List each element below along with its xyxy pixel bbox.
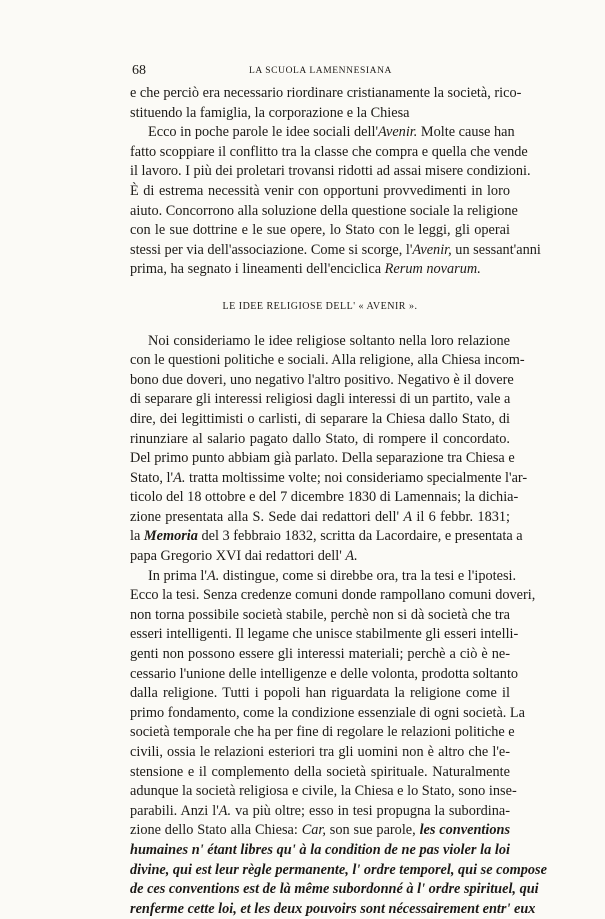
- text-line: Noi consideriamo le idee religiose soltanto nella loro relazione: [148, 332, 510, 349]
- text-line: zione presentata alla S. Sede dai redattori dell' A il 6 febbr. 1831;: [130, 508, 510, 525]
- text-line: con le sue dottrine e le sue opere, lo Stato con le leggi, gli operai: [130, 222, 510, 239]
- text-line: il lavoro. I più dei proletari trovansi ridotti ad assai misere condizioni.: [130, 163, 531, 180]
- text-line: rinunziare al salario pagato dallo Stato, di rompere il concordato.: [130, 430, 510, 447]
- text-line: ticolo del 18 ottobre e del 7 dicembre 1830 di Lamennais; la dichia-: [130, 489, 519, 506]
- text-line: dire, dei legittimisti o carlisti, di separare la Chiesa dallo Stato, di: [130, 410, 510, 427]
- text-line: adunque la società religiosa e civile, la Chiesa e lo Stato, sono inse-: [130, 783, 517, 800]
- text-line: stituendo la famiglia, la corporazione e la Chiesa: [130, 104, 410, 121]
- text-line: aiuto. Concorrono alla soluzione della questione sociale la religione: [130, 202, 518, 219]
- journal-title: Avenir.: [378, 124, 418, 141]
- text-line: esseri intelligenti. Il legame che unisce stabilmente gli esseri intelli-: [130, 626, 519, 643]
- text-line: società temporale che ha per fine di regolare le relazioni politiche e: [130, 724, 515, 741]
- text-line: Del primo punto abbiam già parlato. Della separazione tra Chiesa e: [130, 450, 515, 467]
- text-line: Ecco in poche parole le idee sociali dell'Avenir. Molte cause han: [148, 124, 515, 141]
- memoria-title: Memoria: [143, 528, 198, 545]
- page-header: [132, 63, 509, 83]
- french-quote-line: de ces conventions est de là même subordonné à l' ordre spirituel, qui: [130, 881, 539, 898]
- text-line: bono due doveri, uno negativo l'altro positivo. Negativo è il dovere: [130, 371, 514, 388]
- text-line: fatto scoppiare il conflitto tra la classe che compra e quella che vende: [130, 143, 528, 160]
- text-line: papa Gregorio XVI dai redattori dell' A.: [130, 548, 358, 565]
- text-line: prima, ha segnato i lineamenti dell'enciclica Rerum novarum.: [130, 261, 481, 278]
- text-line: la Memoria del 3 febbraio 1832, scritta da Lacordaire, e presentata a: [130, 528, 523, 545]
- text-line: dalla religione. Tutti i popoli han riguardata la religione come il: [130, 685, 510, 702]
- text-line: con le questioni politiche e sociali. Alla religione, alla Chiesa incom-: [130, 352, 525, 369]
- text-line: stessi per via dell'associazione. Come si scorge, l'Avenir, un sessant'anni: [130, 241, 541, 258]
- section-title: LE IDEE RELIGIOSE DELL' « AVENIR ».: [222, 300, 418, 312]
- text-line: di separare gli interessi religiosi dagli interessi di un partito, vale a: [130, 391, 511, 408]
- running-title: LA SCUOLA LAMENNESIANA: [248, 66, 393, 76]
- text-line: e che perciò era necessario riordinare cristianamente la società, rico-: [130, 85, 522, 101]
- text-line: Stato, l'A. tratta moltissime volte; noi consideriamo specialmente l'ar-: [130, 469, 528, 486]
- text-line: È di estrema necessità venir con opportuni provvedimenti in loro: [130, 182, 510, 199]
- page-number: 68: [132, 63, 146, 78]
- body-text: [130, 84, 547, 919]
- text-line: In prima l'A. distingue, come si direbbe ora, tra la tesi e l'ipotesi.: [148, 567, 517, 584]
- text-line: cessario l'unione delle intelligenze e delle volonta, prodotta soltanto: [130, 665, 519, 682]
- text-line: stensione e il complemento della società spirituale. Naturalmente: [130, 763, 510, 780]
- text-line: Ecco la tesi. Senza credenze comuni donde rampollano comuni doveri,: [130, 587, 536, 604]
- french-quote-line: divine, qui est leur règle permanente, l' ordre temporel, qui se compose: [130, 861, 547, 878]
- text-line: parabili. Anzi l'A. va più oltre; esso in tesi propugna la subordina-: [130, 802, 510, 819]
- text-line: non torna possibile società stabile, perchè non si dà società che tra: [130, 606, 510, 623]
- french-quote-line: renferme cette loi, et les deux pouvoirs sont nécessairement entr' eux: [130, 900, 536, 917]
- text-line: genti non possono essere gli interessi materiali; perchè a ciò è ne-: [130, 646, 510, 663]
- journal-title: Avenir,: [412, 241, 452, 258]
- text-line: primo fondamento, come la condizione essenziale di ogni società. La: [130, 704, 526, 721]
- encyclical-title: Rerum novarum.: [384, 261, 481, 278]
- text-line: zione dello Stato alla Chiesa: Car, son sue parole, les conventions: [130, 822, 511, 839]
- text-line: civili, ossia le relazioni esteriori tra gli uomini non è altro che l'e-: [130, 744, 510, 760]
- french-quote: les conventions: [419, 822, 511, 839]
- french-quote-line: humaines n' étant libres qu' à la condition de ne pas violer la loi: [130, 841, 510, 858]
